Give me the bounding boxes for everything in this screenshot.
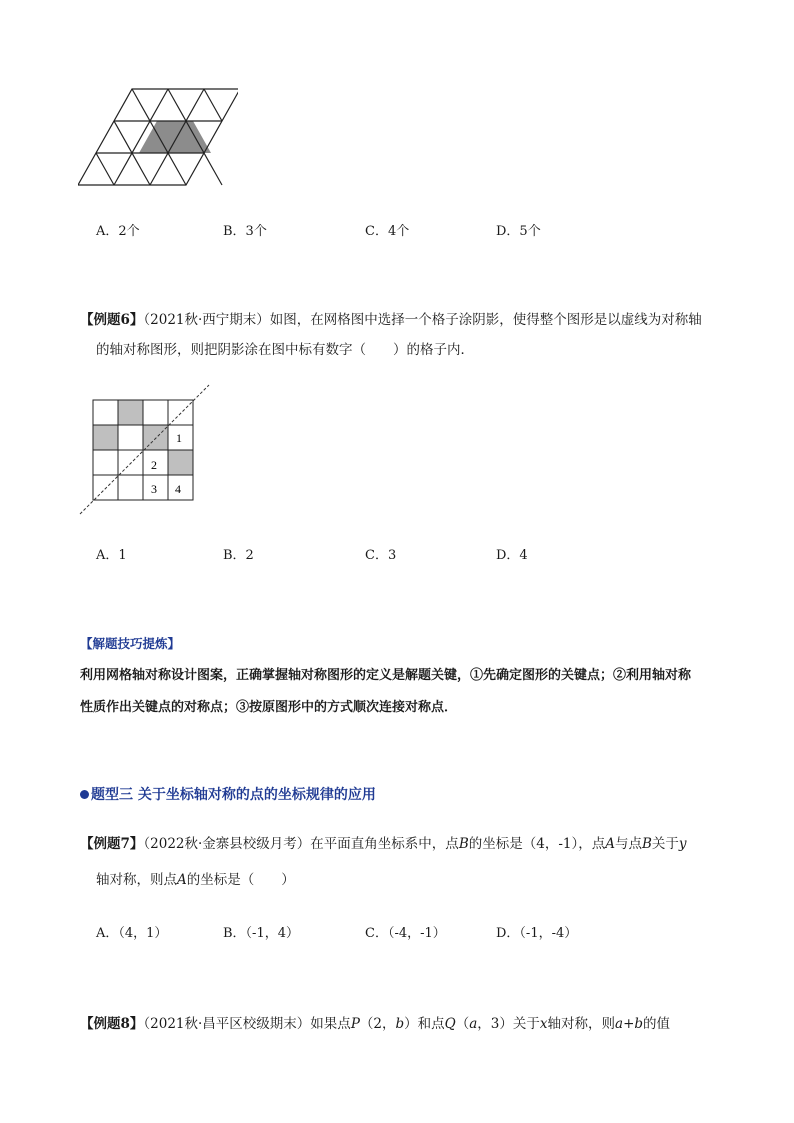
q6-option-c: C．3 [365, 548, 397, 563]
q7-option-a: A．（4，1） [96, 926, 168, 941]
square-grid-figure [76, 382, 216, 518]
q6-option-b: B．2 [223, 548, 254, 563]
shaded-cell [93, 425, 118, 450]
grid-number-2: 2 [151, 458, 157, 472]
q7-option-d: D．（-1，-4） [496, 926, 578, 941]
shaded-cell [118, 400, 143, 425]
q7-text-line2: 轴对称，则点A的坐标是（ ） [96, 872, 295, 888]
triangle-grid-figure [78, 86, 238, 190]
q5-option-a: A．2个 [96, 224, 140, 239]
tips-line2: 性质作出关键点的对称点；③按原图形中的方式顺次连接对称点． [80, 700, 458, 715]
tips-line1: 利用网格轴对称设计图案，正确掌握轴对称图形的定义是解题关键，①先确定图形的关键点；②利用轴对称 [80, 668, 692, 683]
q5-option-c: C．4个 [365, 224, 410, 239]
q6-option-a: A．1 [96, 548, 127, 563]
q8-text-line1: 【例题8】（2021秋·昌平区校级期末）如果点P（2，b）和点Q（a，3）关于x轴对称，则a+b的值 [80, 1016, 671, 1032]
q6-option-d: D．4 [496, 548, 528, 563]
section-title: 题型三 关于坐标轴对称的点的坐标规律的应用 [80, 784, 376, 804]
grid-number-3: 3 [151, 482, 157, 496]
q5-option-b: B．3个 [223, 224, 267, 239]
q5-option-d: D．5个 [496, 224, 541, 239]
grid-number-1: 1 [176, 431, 182, 445]
q7-option-c: C．（-4，-1） [365, 926, 446, 941]
shaded-region [139, 121, 211, 153]
q7-option-b: B．（-1，4） [223, 926, 299, 941]
q7-text-line1: 【例题7】（2022秋·金寨县校级月考）在平面直角坐标系中，点B的坐标是（4，-1），点A与点B关于y [80, 836, 687, 852]
q6-text-line1: 【例题6】（2021秋·西宁期末）如图，在网格图中选择一个格子涂阴影，使得整个图形是以虚线为对称轴 [80, 312, 702, 328]
q6-text-line2: 的轴对称图形，则把阴影涂在图中标有数字（ ）的格子内． [96, 342, 474, 358]
shaded-triangle-1 [138, 89, 174, 120]
q6-label: 【例题6】 [80, 312, 144, 328]
bullet-dot-icon [80, 790, 89, 799]
q7-label: 【例题7】 [80, 836, 144, 852]
q8-label: 【例题8】 [80, 1016, 144, 1032]
tips-heading: 【解题技巧提炼】 [80, 636, 181, 651]
shaded-cell [143, 425, 168, 450]
shaded-cell [168, 450, 193, 475]
grid-number-4: 4 [175, 482, 181, 496]
